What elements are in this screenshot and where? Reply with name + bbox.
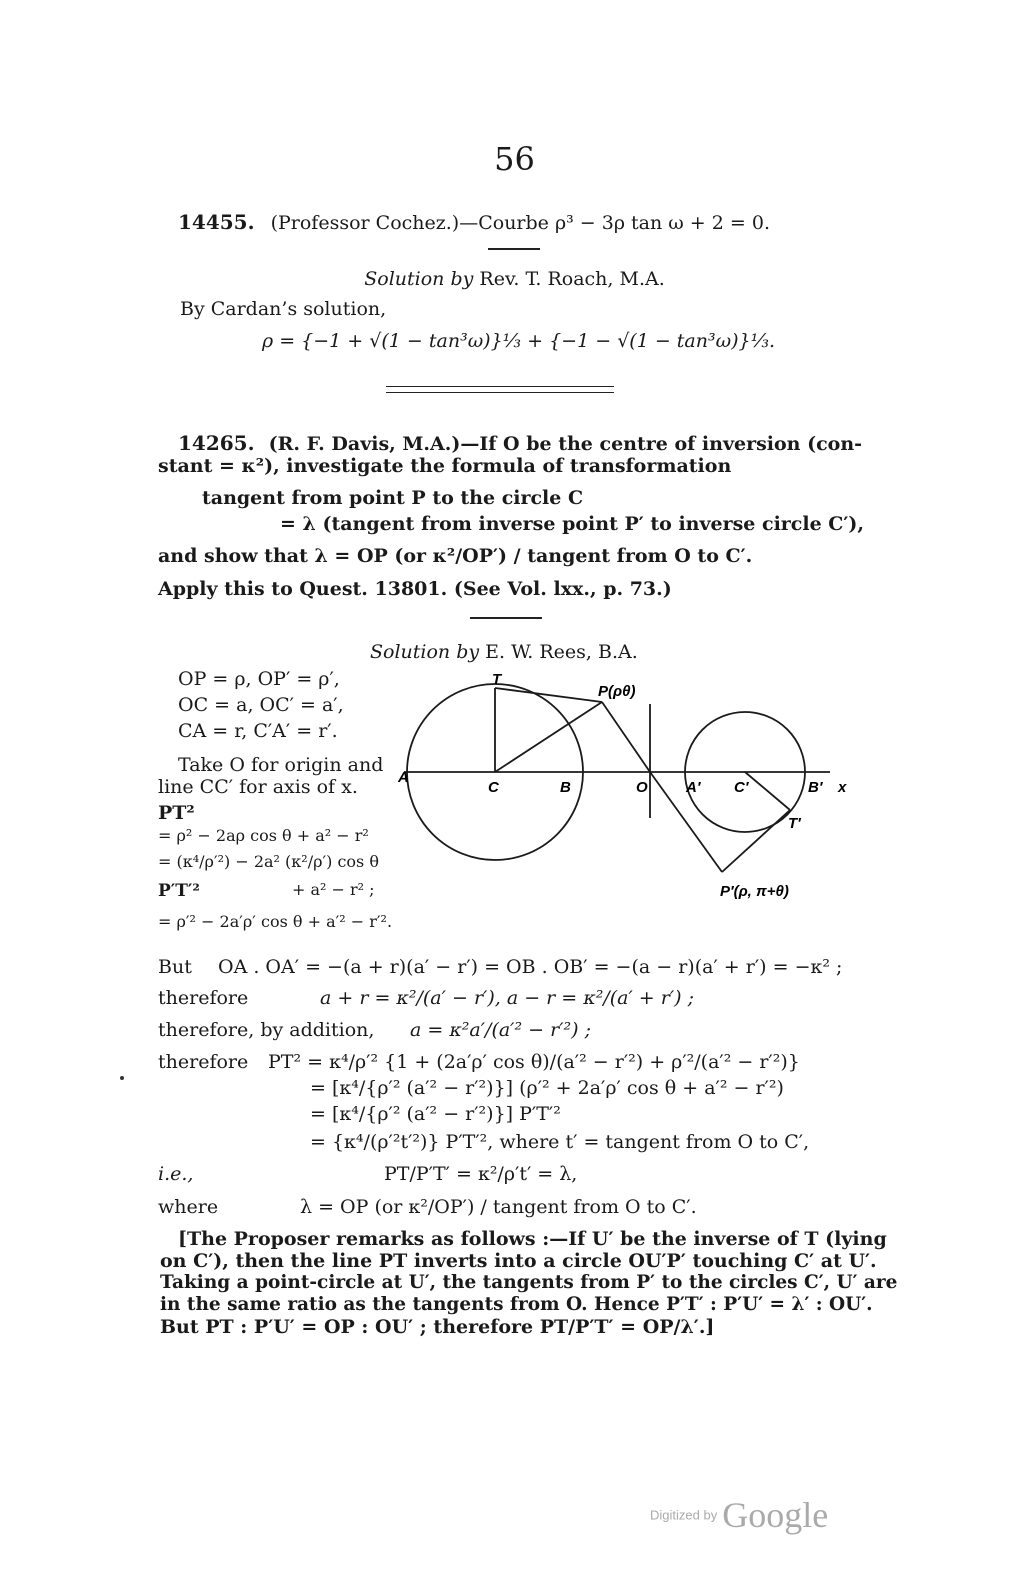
solution-credit xyxy=(0,268,1029,290)
statement-line-3: and show that λ = OP (or κ²/OP′) / tangent from O to C′. xyxy=(158,545,753,567)
label-a: A xyxy=(398,769,409,786)
cardan-intro: By Cardan’s solution, xyxy=(180,298,387,320)
margin-dot xyxy=(120,1076,124,1080)
label-b-prime: B′ xyxy=(808,779,823,796)
definition-3: CA = r, C′A′ = r′. xyxy=(178,720,338,742)
pt-squared-label: PT² xyxy=(158,802,195,824)
origin-text-1: Take O for origin and xyxy=(178,754,384,776)
remark-line-5: But PT : P′U′ = OP : OU′ ; therefore PT/P′T′ = OP/λ′.] xyxy=(160,1316,715,1338)
definition-2: OC = a, OC′ = a′, xyxy=(178,694,344,716)
statement-line-1: tangent from point P to the circle C xyxy=(202,487,584,509)
but-equation: OA . OA′ = −(a + r)(a′ − r′) = OB . OB′ = −(a − r)(a′ + r′) = −κ² ; xyxy=(218,956,843,978)
label-c-prime: C′ xyxy=(734,779,749,796)
therefore-label-1: therefore xyxy=(158,987,249,1009)
equation-1: = ρ² − 2aρ cos θ + a² − r² xyxy=(158,826,369,845)
equation-4: = ρ′² − 2a′ρ′ cos θ + a′² − r′². xyxy=(158,912,393,931)
question-number: 14265. xyxy=(178,431,255,455)
remark-line-1: [The Proposer remarks as follows :—If U′ be the inverse of T (lying xyxy=(178,1228,887,1250)
equation-6: = [κ⁴/{ρ′² (a′² − r′²)}] P′T′² xyxy=(310,1103,561,1125)
question-14455-header xyxy=(178,211,770,234)
label-t: T xyxy=(492,671,502,688)
equation-3: + a² − r² ; xyxy=(292,880,375,899)
statement-line-2: = λ (tangent from inverse point P′ to inverse circle C′), xyxy=(280,513,865,535)
remark-line-2: on C′), then the line PT inverts into a circle OU′P′ touching C′ at U′. xyxy=(160,1250,877,1272)
question-14265-header xyxy=(178,432,862,455)
equation-5: = [κ⁴/{ρ′² (a′² − r′²)}] (ρ′² + 2a′ρ′ cos θ + a′² − r′²) xyxy=(310,1077,784,1099)
label-o: O xyxy=(636,779,648,796)
label-x: x xyxy=(838,779,847,796)
therefore-label-3: therefore xyxy=(158,1051,249,1073)
statement-line-4: Apply this to Quest. 13801. (See Vol. lxx., p. 73.) xyxy=(158,578,672,600)
question-text: (Professor Cochez.)—Courbe ρ³ − 3ρ tan ω + 2 = 0. xyxy=(270,212,770,234)
double-rule-top xyxy=(386,386,614,387)
solution-by-label: Solution by xyxy=(370,641,480,663)
question-text: (R. F. Davis, M.A.)—If O be the centre of inversion (con- xyxy=(268,433,863,455)
line-po xyxy=(602,702,650,772)
remark-line-4: in the same ratio as the tangents from O. Hence P′T′ : P′U′ = λ′ : OU′. xyxy=(160,1294,873,1315)
cardan-formula: ρ = {−1 + √(1 − tan³ω)}⅓ + {−1 − √(1 − tan³ω)}⅓. xyxy=(262,330,776,352)
equation-2: = (κ⁴/ρ′²) − 2a² (κ²/ρ′) cos θ xyxy=(158,852,379,871)
solver-name: E. W. Rees, B.A. xyxy=(485,641,638,663)
watermark-small-text: Digitized by xyxy=(650,1507,718,1523)
but-label: But xyxy=(158,956,192,978)
label-a-prime: A′ xyxy=(686,779,701,796)
question-text-2: stant = κ²), investigate the formula of transformation xyxy=(158,455,732,477)
tangent-pt xyxy=(495,688,602,702)
where-equation: λ = OP (or κ²/OP′) / tangent from O to C′. xyxy=(300,1196,697,1218)
ie-equation: PT/P′T′ = κ²/ρ′t′ = λ, xyxy=(384,1163,578,1185)
solution-by-label: Solution by xyxy=(364,268,474,290)
double-rule-bottom xyxy=(386,392,614,393)
question-number: 14455. xyxy=(178,210,255,234)
ie-label: i.e., xyxy=(158,1163,194,1185)
remark-line-3: Taking a point-circle at U′, the tangents from P′ to the circles C′, U′ are xyxy=(160,1272,898,1293)
solver-name: Rev. T. Roach, M.A. xyxy=(479,268,665,290)
label-b: B xyxy=(560,779,571,796)
origin-text-2: line CC′ for axis of x. xyxy=(158,776,358,798)
therefore-label-2: therefore, by addition, xyxy=(158,1019,375,1041)
tangent-p-prime-t-prime xyxy=(722,810,790,872)
short-rule xyxy=(470,617,542,619)
therefore-equation-3: PT² = κ⁴/ρ′² {1 + (2a′ρ′ cos θ)/(a′² − r′²) + ρ′²/(a′² − r′²)} xyxy=(268,1051,800,1073)
inversion-figure xyxy=(390,660,860,910)
therefore-equation-2: a = κ²a′/(a′² − r′²) ; xyxy=(410,1019,591,1041)
definition-1: OP = ρ, OP′ = ρ′, xyxy=(178,668,340,690)
page-number: 56 xyxy=(494,140,535,178)
ptprime-squared-label: P′T′² xyxy=(158,881,200,901)
google-watermark xyxy=(650,1494,828,1536)
label-p: P(ρθ) xyxy=(598,683,636,700)
line-cp xyxy=(495,702,602,772)
short-rule xyxy=(488,248,540,250)
equation-7: = {κ⁴/(ρ′²t′²)} P′T′², where t′ = tangent from O to C′, xyxy=(310,1131,810,1153)
radius-c-prime-t-prime xyxy=(745,772,790,810)
where-label: where xyxy=(158,1196,219,1218)
therefore-equation-1: a + r = κ²/(a′ − r′), a − r = κ²/(a′ + r′) ; xyxy=(320,987,695,1009)
label-c: C xyxy=(488,779,499,796)
google-logo: Google xyxy=(722,1495,829,1535)
label-t-prime: T′ xyxy=(788,815,801,832)
label-p-prime: P′(ρ, π+θ) xyxy=(720,883,789,900)
